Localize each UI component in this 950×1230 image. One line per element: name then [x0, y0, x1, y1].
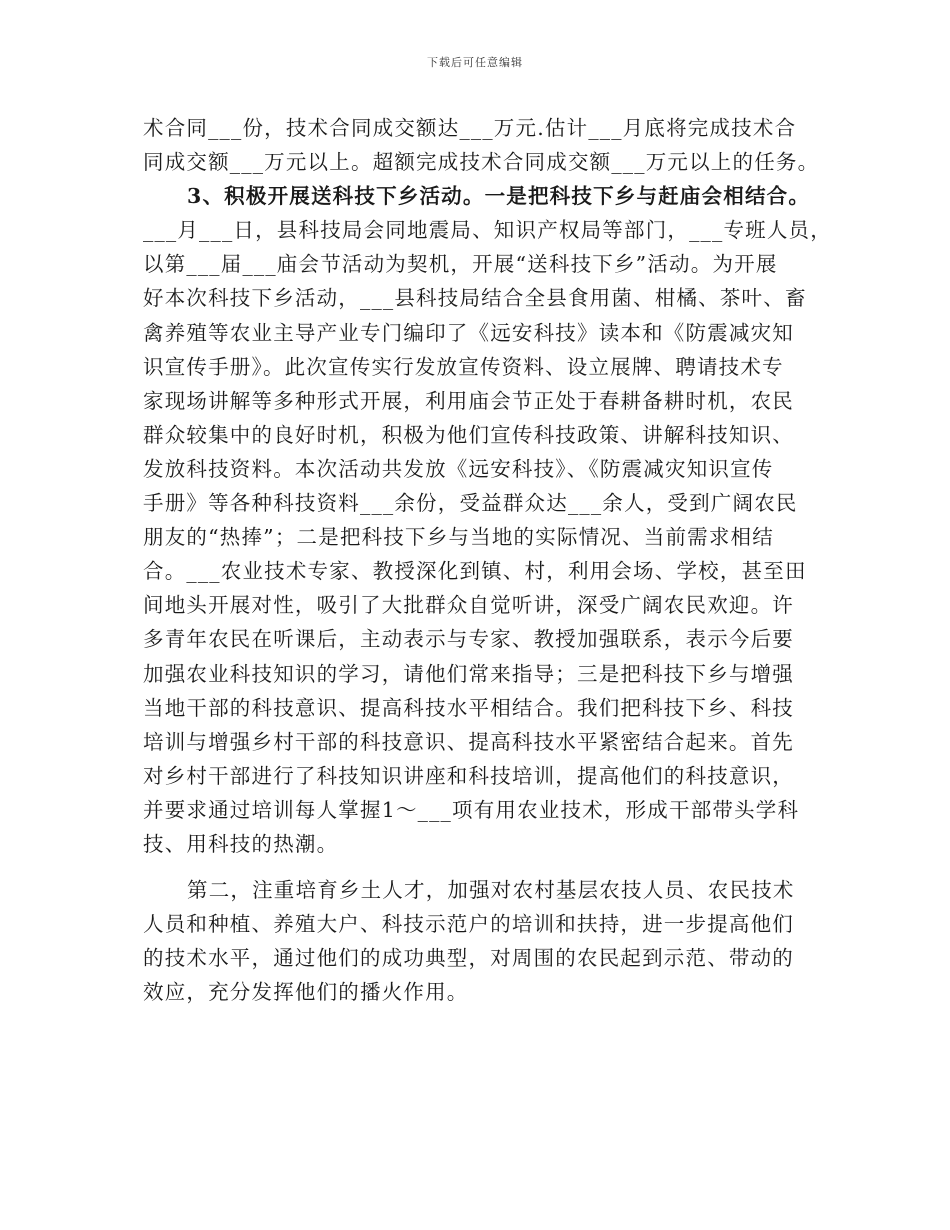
text-line: 第二，注重培育乡土人才，加强对农村基层农技人员、农民技术	[187, 878, 795, 903]
text-line: 效应，充分发挥他们的播火作用。	[143, 980, 469, 1005]
text-line: 以第___届___庙会节活动为契机，开展“送科技下乡”活动。为开展	[143, 252, 778, 277]
text-line: 当地干部的科技意识、提高科技水平相结合。我们把科技下乡、科技	[143, 695, 794, 720]
text-line: 间地头开展对性，吸引了大批群众自觉听讲，深受广阔农民欢迎。许	[143, 593, 794, 618]
page-header: 下载后可任意编辑	[427, 56, 523, 69]
document-body	[143, 111, 832, 1009]
section-heading-line: 3、积极开展送科技下乡活动。一是把科技下乡与赶庙会相结合。	[187, 184, 811, 209]
text-line: 多青年农民在听课后，主动表示与专家、教授加强联系，表示今后要	[143, 627, 794, 652]
text-line: 手册》等各种科技资料___余份，受益群众达___余人，受到广阔农民	[143, 491, 798, 516]
text-line: 对乡村干部进行了科技知识讲座和科技培训，提高他们的科技意识，	[143, 763, 794, 788]
text-line: 家现场讲解等多种形式开展，利用庙会节正处于春耕备耕时机，农民	[143, 388, 794, 413]
paragraph-spacer	[143, 861, 813, 873]
text-line: 加强农业科技知识的学习，请他们常来指导；三是把科技下乡与增强	[143, 661, 794, 686]
text-line: 术合同___份，技术合同成交额达___万元.估计___月底将完成技术合	[143, 116, 797, 140]
text-line: 禽养殖等农业主导产业专门编印了《远安科技》读本和《防震减灾知	[143, 320, 794, 345]
paragraph-3	[143, 873, 813, 1009]
text-line: 的技术水平，通过他们的成功典型，对周围的农民起到示范、带动的	[143, 946, 794, 971]
text-line: 同成交额___万元以上。超额完成技术合同成交额___万元以上的任务。	[143, 150, 820, 175]
text-line: 技、用科技的热潮。	[143, 831, 339, 856]
text-line: 人员和种植、养殖大户、科技示范户的培训和扶持，进一步提高他们	[143, 912, 794, 937]
text-line: 识宣传手册》。此次宣传实行发放宣传资料、设立展牌、聘请技术专	[143, 354, 784, 379]
text-line: 培训与增强乡村干部的科技意识、提高科技水平紧密结合起来。首先	[143, 729, 794, 754]
text-line: 并要求通过培训每人掌握1～___项有用农业技术，形成干部带头学科	[143, 797, 800, 822]
text-line: 合。___农业技术专家、教授深化到镇、村，利用会场、学校，甚至田	[143, 559, 807, 584]
text-line: 发放科技资料。本次活动共发放《远安科技》、《防震减灾知识宣传	[143, 456, 774, 481]
text-line: 好本次科技下乡活动，___县科技局结合全县食用菌、柑橘、茶叶、畜	[143, 286, 807, 311]
paragraph-2	[143, 179, 832, 861]
text-line: 群众较集中的良好时机，积极为他们宣传科技政策、讲解科技知识、	[143, 422, 794, 447]
paragraph-1	[143, 111, 820, 179]
text-line: ___月___日，县科技局会同地震局、知识产权局等部门，___专班人员，	[143, 218, 832, 243]
text-line: 朋友的“热捧”；二是把科技下乡与当地的实际情况、当前需求相结	[143, 525, 774, 550]
